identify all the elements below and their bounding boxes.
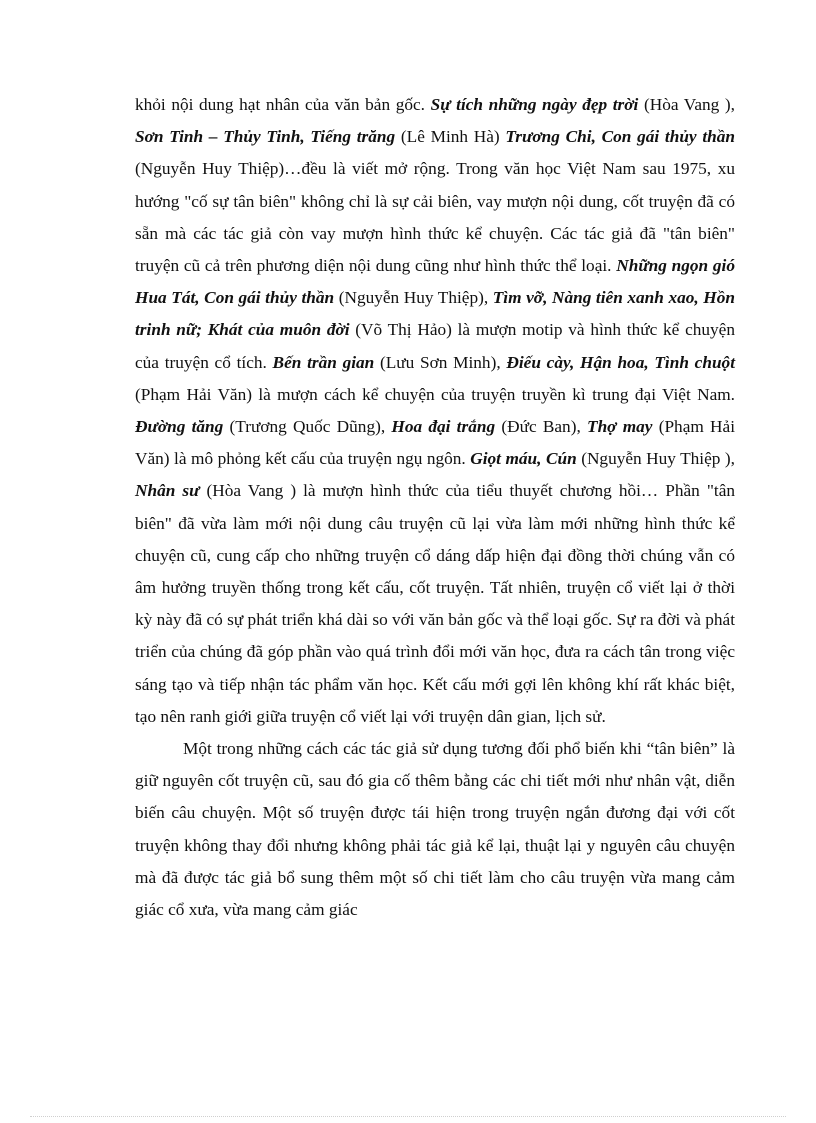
body-text: (Trương Quốc Dũng), [223, 417, 392, 437]
body-text: (Hòa Vang ) là mượn hình thức của tiểu thuyết chương hồi… Phần "tân biên" đã vừa làm mới nội dung câu truyện cũ lại vừa làm mới những hình thức kể chuyện cũ, cung cấp cho những truyện cổ dáng dấp hiện đại đồng thời chúng vẫn có âm hưởng truyền thống trong kết cấu, cốt truyện. Tất nhiên, truyện cổ viết lại ở thời kỳ này đã có sự phát triển khá dài so với văn bản gốc và thể loại gốc. Sự ra đời và phát triển của chúng đã góp phần vào quá trình đổi mới văn học, đưa ra cách tân trong việc sáng tạo và tiếp nhận tác phẩm văn học. Kết cấu mới gợi lên không khí rất khác biệt, tạo nên ranh giới giữa truyện cổ viết lại với truyện dân gian, lịch sử. [135, 481, 735, 726]
body-text: (Nguyễn Huy Thiệp ), [576, 449, 735, 469]
body-text: Một trong những cách các tác giả sử dụng tương đối phổ biến khi “tân biên” là giữ nguyên cốt truyện cũ, sau đó gia cố thêm bằng các chi tiết mới như nhân vật, diễn biến câu chuyện. Một số truyện được tái hiện trong truyện ngắn đương đại với cốt truyện không thay đổi nhưng không phải tác giả kể lại, thuật lại y nguyên câu chuyện mà đã được tác giả bổ sung thêm một số chi tiết làm cho câu truyện vừa mang cảm giác cổ xưa, vừa mang cảm giác [135, 739, 735, 920]
body-text: (Lê Minh Hà) [395, 127, 506, 147]
body-text: (Nguyễn Huy Thiệp), [334, 288, 493, 308]
work-title: Tìm vỡ, Nàng tiên xanh xao, Hồn trinh nữ; Khát của muôn đời [135, 288, 735, 340]
body-text: (Hòa Vang ), [638, 95, 735, 114]
body-text: (Đức Ban), [495, 417, 588, 437]
paragraph [135, 733, 735, 926]
work-title: Hoa đại trắng [391, 417, 496, 437]
work-title: Sơn Tinh – Thủy Tinh, Tiếng trăng [135, 127, 396, 147]
paragraph [135, 89, 735, 733]
work-title: Sự tích những ngày đẹp trời [430, 95, 639, 114]
body-text: (Lưu Sơn Minh), [374, 352, 507, 372]
work-title: Giọt máu, Cún [470, 449, 577, 469]
body-text: (Nguyễn Huy Thiệp)…đều là viết mở rộng. Trong văn học Việt Nam sau 1975, xu hướng "cố sự tân biên" không chỉ là sự cải biên, vay mượn nội dung, cốt truyện đã có sẵn mà các tác giả còn vay mượn hình thức kể chuyện. Các tác giả đã "tân biên" truyện cũ cả trên phương diện nội dung cũng như hình thức thể loại. [135, 159, 735, 276]
document-body [135, 89, 735, 926]
page-bottom-dotted-rule [30, 1116, 786, 1117]
work-title: Điếu cày, Hận hoa, Tình chuột [506, 352, 735, 372]
body-text: (Phạm Hải Văn) là mượn cách kể chuyện của truyện truyền kì trung đại Việt Nam. [135, 384, 735, 404]
body-text: khỏi nội dung hạt nhân của văn bản gốc. [135, 95, 431, 114]
work-title: Thợ may [587, 417, 653, 437]
work-title: Trương Chi, Con gái thủy thần [505, 127, 735, 147]
body-text: (Võ Thị Hảo) là mượn motip và hình thức kể chuyện của truyện cổ tích. [135, 320, 735, 372]
work-title: Bến trần gian [272, 352, 375, 372]
work-title: Nhân sư [135, 481, 200, 501]
body-text: (Phạm Hải Văn) là mô phỏng kết cấu của truyện ngụ ngôn. [135, 417, 735, 469]
work-title: Đường tăng [135, 417, 224, 437]
work-title: Những ngọn gió Hua Tát, Con gái thủy thần [135, 256, 735, 308]
